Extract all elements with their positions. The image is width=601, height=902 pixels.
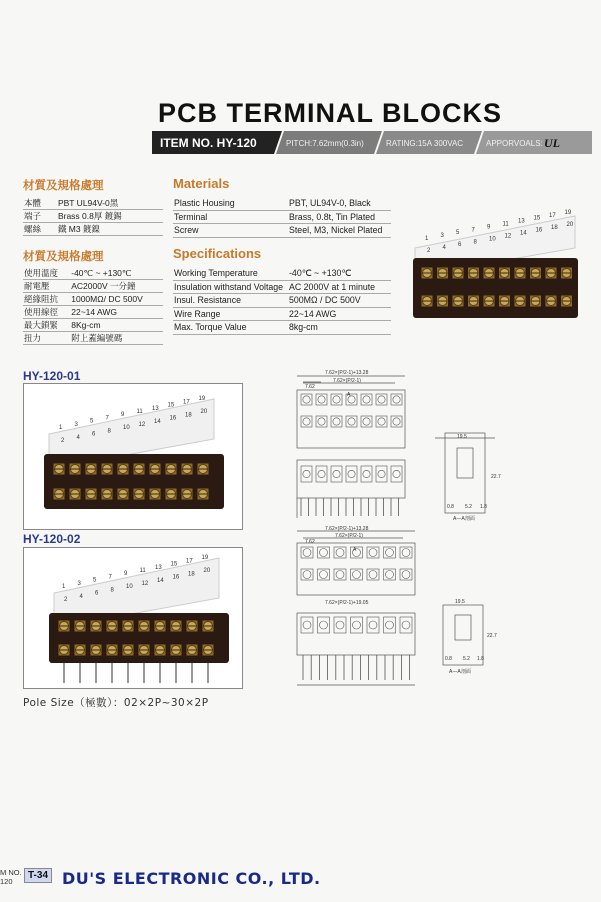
cell: Screw (173, 224, 288, 238)
marker-number: 17 (186, 558, 193, 565)
table-row (23, 280, 163, 293)
product-photo-01 (24, 384, 242, 529)
drawing-screw (378, 396, 385, 403)
dim-side-h: 22.7 (487, 633, 497, 639)
table-row (173, 267, 391, 280)
marker-number: 8 (473, 239, 477, 246)
approvals-label: APPORVOALS: (486, 139, 543, 148)
table-row (173, 210, 391, 224)
drawing-screw (353, 621, 361, 629)
materials-en-heading: Materials (173, 176, 230, 191)
marker-number: 12 (141, 581, 149, 587)
rating-label: RATING:15A 300VAC (386, 139, 464, 148)
drawing-screw (336, 621, 344, 629)
cell: 最大鎖緊 (23, 319, 70, 332)
drawing-screw (333, 418, 340, 425)
marker-number: 5 (93, 577, 97, 584)
cell: 22~14 AWG (288, 307, 391, 321)
marker-number: 3 (77, 580, 81, 587)
cell: 扭力 (23, 332, 70, 345)
pitch-label: PITCH:7.62mm(0.3in) (286, 139, 364, 148)
marker-number: 13 (518, 218, 525, 225)
drawing-screw (363, 396, 370, 403)
cell: AC 2000V at 1 minute (288, 280, 391, 294)
cell: 鐵 M3 鍍鎳 (57, 223, 163, 236)
marker-number: 15 (167, 402, 175, 409)
cell: AC2000V 一分鐘 (70, 280, 163, 293)
drawing-screw (402, 549, 410, 557)
drawing-screw (320, 549, 328, 557)
dim-top2: 7.62×(P/2-1) (333, 378, 361, 384)
marker-number: 3 (74, 421, 78, 428)
marker-number: 6 (92, 431, 96, 438)
dim-d2: 5.2 (463, 656, 470, 662)
cell: -40℃ ~ +130℃ (288, 267, 391, 280)
cell: 8Kg-cm (70, 319, 163, 332)
drawing-screw (348, 418, 355, 425)
drawing-01 (285, 368, 585, 528)
model-01-photo-frame (23, 383, 243, 530)
cell: Plastic Housing (173, 197, 288, 210)
table-row (23, 210, 163, 223)
model-02-photo-frame (23, 547, 243, 689)
drawing-screw (303, 571, 311, 579)
drawing-screw (386, 621, 394, 629)
drawing-screw (318, 396, 325, 403)
dim-top2: 7.62×(P/2-1) (335, 533, 363, 539)
drawing-screw (318, 470, 325, 477)
table-row (23, 306, 163, 319)
dim-small: 7.62 (305, 384, 315, 390)
marker-number: 5 (90, 418, 94, 425)
drawing-screw (378, 470, 385, 477)
table-row (173, 294, 391, 308)
marker-number: 18 (185, 412, 192, 419)
table-row (173, 321, 391, 335)
dim-d2: 5.2 (465, 504, 472, 510)
marker-number: 6 (95, 590, 99, 597)
item-info-bar (152, 131, 592, 154)
drawing-screw (333, 470, 340, 477)
cell: 使用線徑 (23, 306, 70, 319)
item-bar-graphic (152, 131, 592, 154)
cell: Insul. Resistance (173, 294, 288, 308)
marker-number: 14 (157, 577, 164, 584)
specs-cn-table (23, 267, 163, 345)
drawing-screw (303, 418, 310, 425)
drawing-screw (320, 621, 328, 629)
drawing-screw (318, 418, 325, 425)
cell: 500MΩ / DC 500V (288, 294, 391, 308)
cell: Wire Range (173, 307, 288, 321)
cell: Working Temperature (173, 267, 288, 280)
marker-number: 2 (427, 248, 431, 254)
marker-number: 13 (155, 564, 162, 571)
drawing-screw (393, 418, 400, 425)
table-row (173, 197, 391, 210)
model-title-01: HY-120-01 (23, 369, 81, 383)
drawing-screw (369, 571, 377, 579)
specs-en-heading: Specifications (173, 246, 262, 261)
marker-number: 19 (198, 396, 206, 403)
marker-number: 12 (504, 233, 512, 240)
dim-d3: 1.8 (477, 656, 484, 662)
dim-top1: 7.62×(P/2-1)+13.28 (325, 370, 369, 376)
drawing-screw (386, 549, 394, 557)
marker-number: 8 (107, 428, 111, 435)
drawing-screw (402, 571, 410, 579)
model-title-02: HY-120-02 (23, 532, 81, 546)
drawing-screw (393, 396, 400, 403)
page-number: T-34 (24, 868, 52, 883)
cell: Brass, 0.8t, Tin Plated (288, 210, 391, 224)
marker-number: 5 (456, 230, 460, 237)
marker-number: 16 (169, 415, 177, 422)
drawing-screw (353, 571, 361, 579)
dim-small: 7.62 (305, 539, 315, 545)
marker-number: 14 (520, 230, 527, 237)
company-name: DU'S ELECTRONIC CO., LTD. (62, 869, 321, 888)
dim-side-h: 22.7 (491, 474, 501, 480)
mno-label: M NO. (0, 868, 22, 877)
drawing-screw (402, 621, 410, 629)
marker-number: 17 (183, 399, 190, 406)
dim-d1: 0.8 (445, 656, 452, 662)
cell: PBT, UL94V-0, Black (288, 197, 391, 210)
cell: 8kg-cm (288, 321, 391, 335)
table-row (23, 319, 163, 332)
dim-a: A (353, 547, 357, 553)
marker-number: 4 (79, 593, 83, 600)
cell: -40℃ ~ +130℃ (70, 267, 163, 280)
marker-number: 20 (566, 221, 574, 228)
marker-number: 12 (138, 422, 146, 428)
cell: 耐電壓 (23, 280, 70, 293)
cell: Brass 0.8厚 鍍錫 (57, 210, 163, 223)
dim-a: A (347, 392, 351, 398)
marker-number: 7 (471, 227, 475, 234)
cell: 22~14 AWG (70, 306, 163, 319)
cell: 端子 (23, 210, 57, 223)
marker-number: 20 (200, 409, 208, 416)
dim-side-w: 19.5 (457, 434, 467, 440)
marker-number: 11 (502, 221, 509, 228)
dim-bottom: 7.62×(P/2-1)+19.05 (325, 600, 369, 606)
dim-d1: 0.8 (447, 504, 454, 510)
dim-top1: 7.62×(P/2-1)+13.28 (325, 526, 369, 532)
table-row (173, 280, 391, 294)
drawing-screw (369, 621, 377, 629)
marker-number: 18 (188, 571, 195, 578)
table-row (23, 293, 163, 306)
item-no: ITEM NO. HY-120 (160, 136, 257, 150)
drawing-screw (320, 571, 328, 579)
mno-value: 120 (0, 877, 13, 886)
marker-number: 3 (440, 233, 444, 240)
drawing-screw (303, 396, 310, 403)
cell: Max. Torque Value (173, 321, 288, 335)
materials-cn-heading: 材質及規格處理 (23, 178, 104, 192)
ul-mark-icon: UL (544, 136, 560, 150)
drawing-screw (369, 549, 377, 557)
drawing-screw (386, 571, 394, 579)
table-row (173, 224, 391, 238)
marker-number: 10 (126, 584, 133, 591)
marker-number: 8 (110, 587, 114, 594)
marker-number: 9 (124, 571, 128, 578)
marker-number: 16 (535, 227, 543, 234)
cell: 絕緣阻抗 (23, 293, 70, 306)
marker-number: 1 (59, 425, 63, 431)
model-no-tag (0, 868, 22, 886)
marker-number: 13 (152, 405, 159, 412)
cell: 使用溫度 (23, 267, 70, 280)
table-row (23, 197, 163, 210)
marker-number: 1 (425, 236, 429, 242)
cell: Steel, M3, Nickel Plated (288, 224, 391, 238)
cell: 螺絲 (23, 223, 57, 236)
drawing-screw (363, 418, 370, 425)
marker-number: 11 (139, 568, 146, 574)
cell: 本體 (23, 197, 57, 210)
section-label: A—A剖面 (449, 669, 471, 675)
drawing-screw (363, 470, 370, 477)
drawing-screw (336, 571, 344, 579)
cell: 附上蓋編號碼 (70, 332, 163, 345)
pole-size: Pole Size（極數）：02×2P~30×2P (23, 697, 209, 709)
cell: Insulation withstand Voltage (173, 280, 288, 294)
dim-d3: 1.8 (480, 504, 487, 510)
terminal-body (413, 258, 578, 318)
drawing-screw (336, 549, 344, 557)
marker-number: 2 (61, 438, 65, 444)
marker-number: 10 (123, 425, 130, 432)
table-row (23, 223, 163, 236)
marker-number: 14 (154, 418, 161, 425)
marker-number: 7 (105, 415, 109, 422)
drawing-screw (348, 470, 355, 477)
marker-number: 4 (442, 245, 446, 252)
table-row (173, 307, 391, 321)
drawing-cells (301, 547, 412, 633)
cell: PBT UL94V-0黑 (57, 197, 163, 210)
marker-number: 15 (170, 561, 178, 568)
drawing-screw (303, 549, 311, 557)
marker-number: 19 (564, 209, 572, 216)
marker-number: 19 (201, 555, 209, 562)
page-title: PCB TERMINAL BLOCKS (158, 98, 503, 128)
marker-number: 15 (533, 215, 541, 222)
product-photo-02 (24, 548, 242, 688)
marker-number: 9 (487, 224, 491, 231)
marker-number: 18 (551, 224, 558, 231)
drawing-screw (378, 418, 385, 425)
drawing-screw (393, 470, 400, 477)
marker-number: 16 (172, 574, 180, 581)
drawing-pins (303, 655, 410, 680)
materials-en-table (173, 197, 391, 238)
table-row (23, 267, 163, 280)
product-photo-main (405, 208, 585, 338)
marker-number: 11 (136, 409, 143, 415)
dim-side-w: 19.5 (455, 599, 465, 605)
marker-number: 20 (203, 568, 211, 575)
marker-number: 4 (76, 434, 80, 441)
marker-number: 6 (458, 242, 462, 249)
specs-cn-heading: 材質及規格處理 (23, 249, 104, 263)
marker-number: 9 (121, 412, 125, 419)
materials-cn-table (23, 197, 163, 236)
specs-en-table (173, 267, 391, 335)
terminal-pins (64, 663, 208, 683)
marker-number: 10 (489, 236, 496, 243)
marker-number: 17 (549, 212, 556, 219)
cell: 1000MΩ/ DC 500V (70, 293, 163, 306)
cell: Terminal (173, 210, 288, 224)
marker-number: 7 (108, 574, 112, 581)
drawing-screw (333, 396, 340, 403)
section-label: A—A剖面 (453, 516, 475, 522)
table-row (23, 332, 163, 345)
drawing-screw (303, 621, 311, 629)
drawing-02 (285, 525, 585, 690)
marker-number: 1 (62, 584, 66, 590)
drawing-screw (303, 470, 310, 477)
marker-number: 2 (64, 597, 68, 603)
